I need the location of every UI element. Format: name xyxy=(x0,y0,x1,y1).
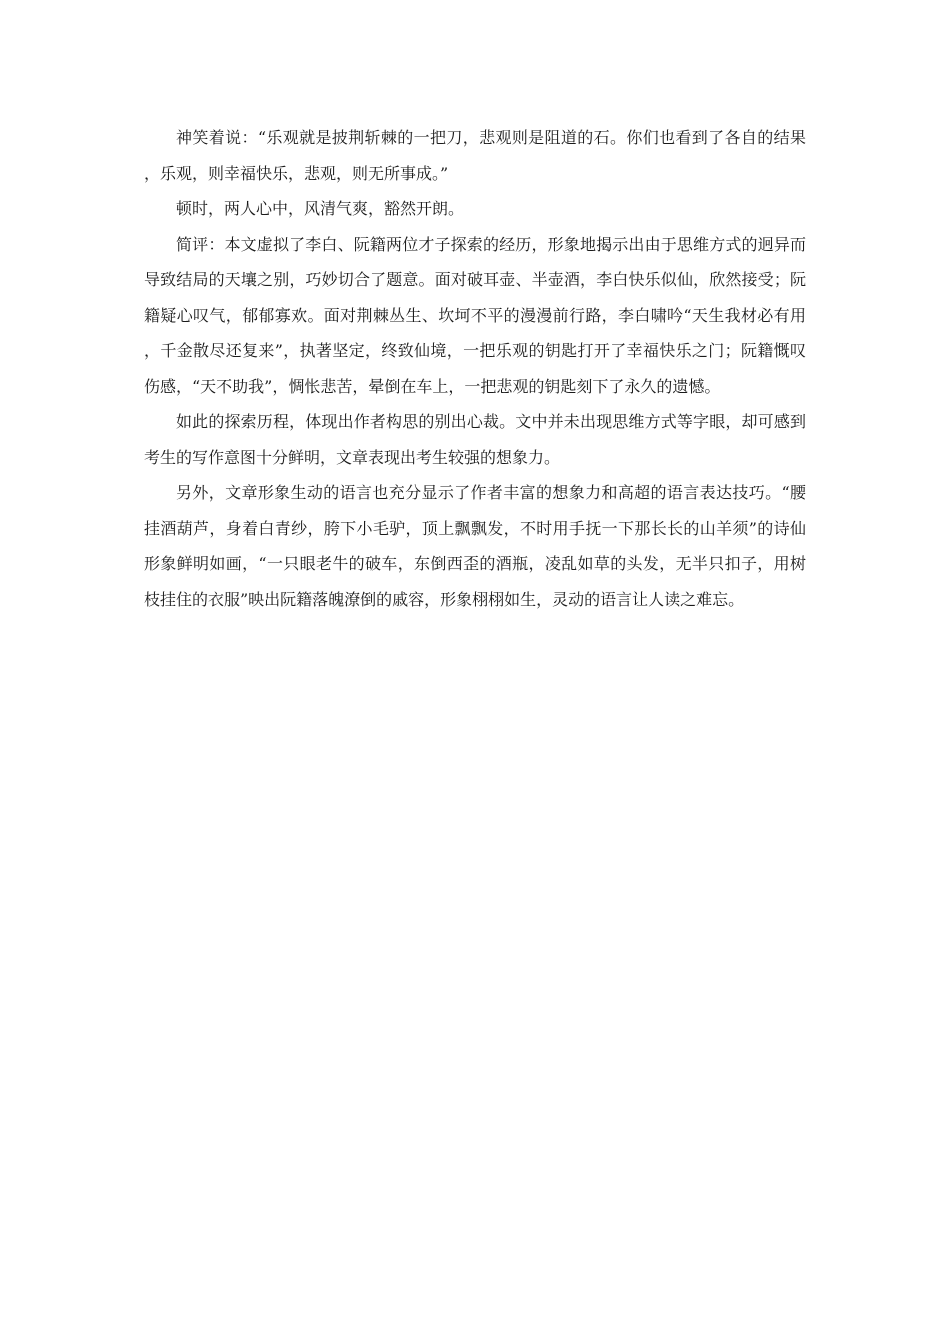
document-body xyxy=(144,120,806,617)
paragraph-commentary: 简评：本文虚拟了李白、阮籍两位才子探索的经历，形象地揭示出由于思维方式的迥异而导致结局的天壤之别，巧妙切合了题意。面对破耳壶、半壶酒，李白快乐似仙，欣然接受；阮籍疑心叹气，郁郁寡欢。面对荆棘丛生、坎坷不平的漫漫前行路，李白啸吟“天生我材必有用，千金散尽还复来”，执著坚定，终致仙境，一把乐观的钥匙打开了幸福快乐之门；阮籍慨叹伤感，“天不助我”，惆怅悲苦，晕倒在车上，一把悲观的钥匙刻下了永久的遗憾。 xyxy=(144,234,806,396)
paragraph-god-speech: 神笑着说：“乐观就是披荆斩棘的一把刀，悲观则是阻道的石。你们也看到了各自的结果，乐观，则幸福快乐，悲观，则无所事成。” xyxy=(144,128,806,183)
paragraph-language: 另外，文章形象生动的语言也充分显示了作者丰富的想象力和高超的语言表达技巧。“腰挂酒葫芦，身着白青纱，胯下小毛驴，顶上飘飘发，不时用手抚一下那长长的山羊须”的诗仙形象鲜明如画，“一只眼老牛的破车，东倒西歪的酒瓶，凌乱如草的头发，无半只扣子，用树枝挂住的衣服”映出阮籍落魄潦倒的戚容，形象栩栩如生，灵动的语言让人读之难忘。 xyxy=(144,483,806,609)
paragraph-conception: 如此的探索历程，体现出作者构思的别出心裁。文中并未出现思维方式等字眼，却可感到考生的写作意图十分鲜明，文章表现出考生较强的想象力。 xyxy=(144,412,806,467)
paragraph-enlightenment: 顿时，两人心中，风清气爽，豁然开朗。 xyxy=(176,199,465,218)
